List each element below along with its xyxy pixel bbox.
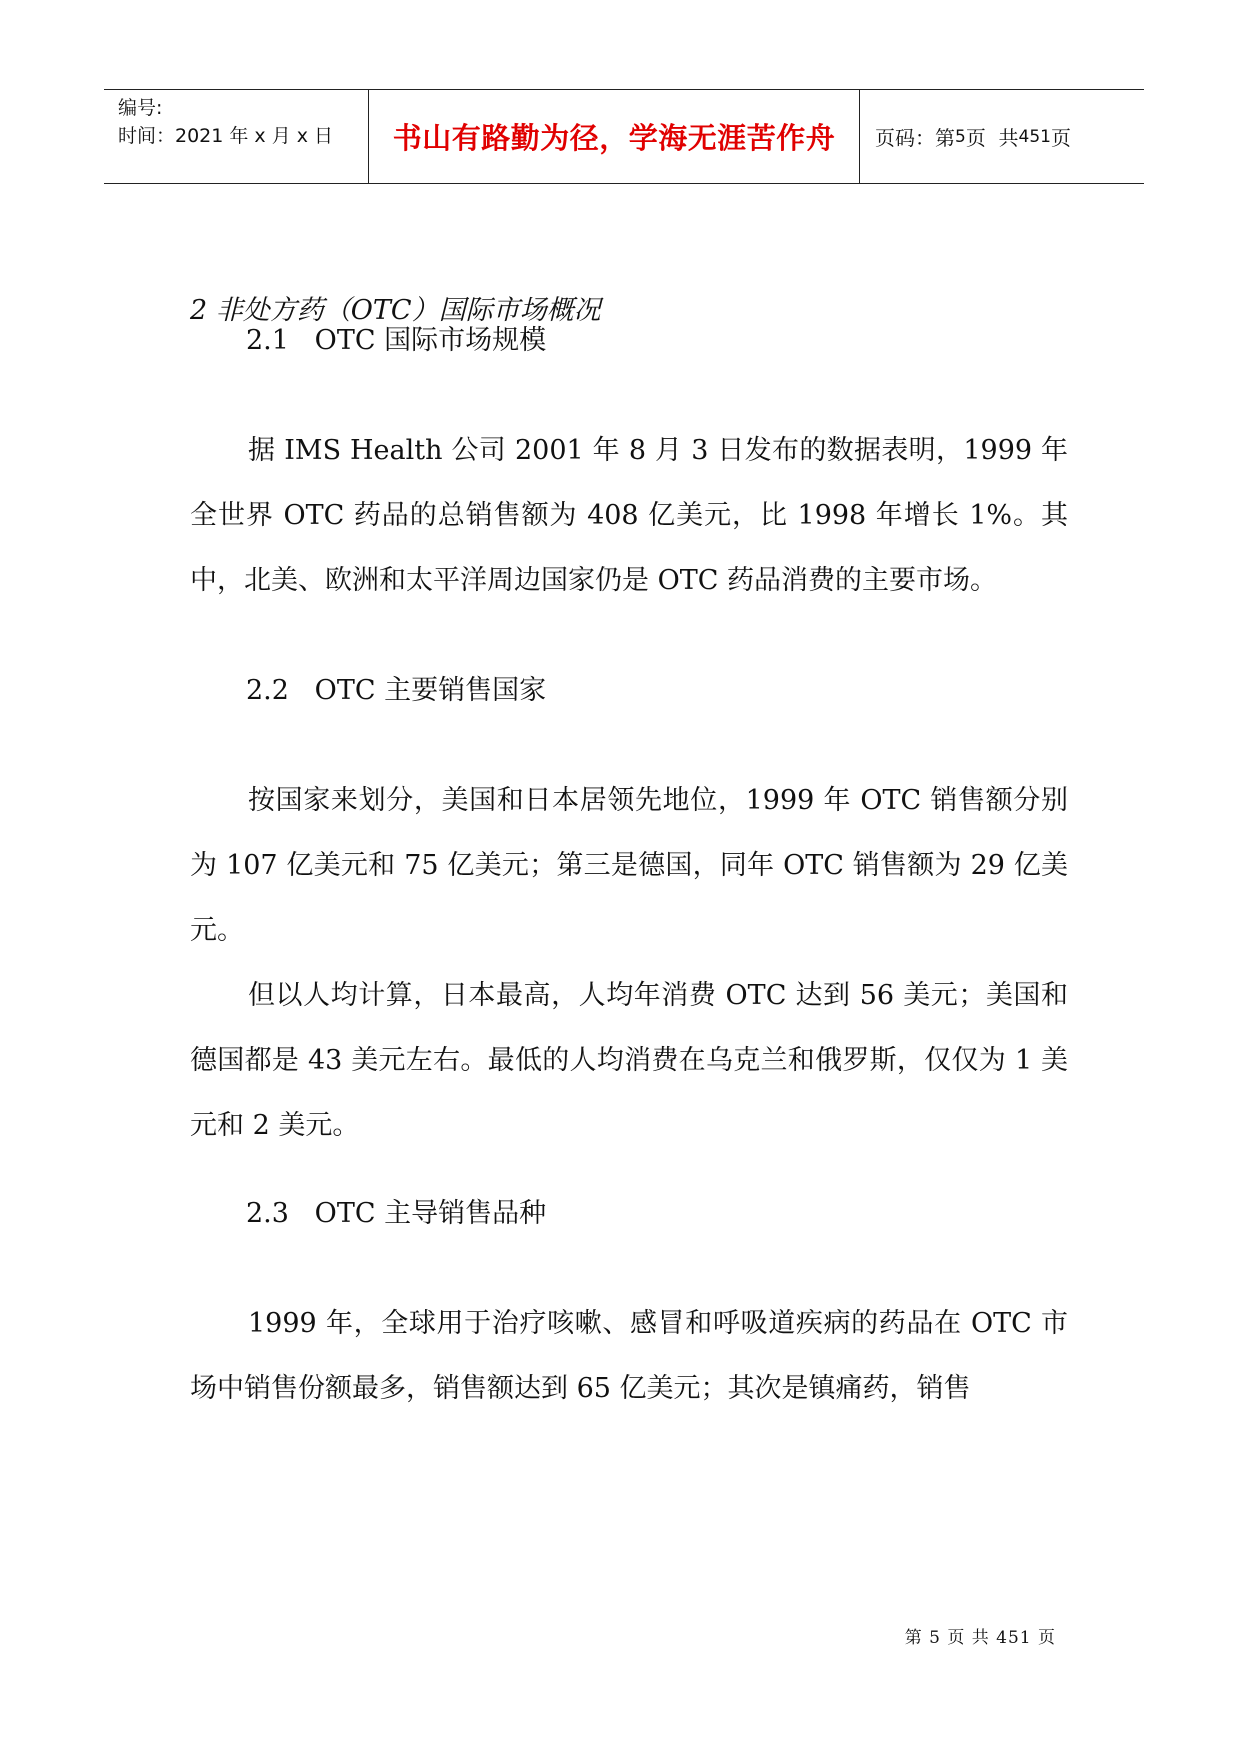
header-motto: 书山有路勤为径，学海无涯苦作舟: [392, 121, 836, 155]
page-current: 5: [955, 126, 966, 147]
header-divider-left: [368, 90, 369, 183]
section-title: 2 非处方药（OTC）国际市场概况: [190, 295, 601, 326]
page-total: 451: [1018, 126, 1051, 147]
header-page-indicator: [875, 90, 1071, 183]
header-divider-right: [859, 90, 860, 183]
subsection-2-1-title: 2.1 OTC 国际市场规模: [246, 325, 547, 356]
subsection-2-2-title: 2.2 OTC 主要销售国家: [246, 675, 547, 706]
page-prefix: 页码：第: [875, 126, 955, 150]
paragraph-main-countries: 按国家来划分，美国和日本居领先地位，1999 年 OTC 销售额分别为 107 亿美元和 75 亿美元；第三是德国，同年 OTC 销售额为 29 亿美元。: [190, 785, 1068, 946]
page-mid: 页 共: [965, 126, 1019, 150]
subsection-2-3-title: 2.3 OTC 主导销售品种: [246, 1198, 547, 1229]
header-meta: [118, 94, 363, 150]
serial-number-label: 编号:: [118, 97, 163, 119]
paragraph-market-size: 据 IMS Health 公司 2001 年 8 月 3 日发布的数据表明，1999 年全世界 OTC 药品的总销售额为 408 亿美元，比 1998 年增长 1%。其中，北美、欧洲和太平洋周边国家仍是 OTC 药品消费的主要市场。: [190, 435, 1068, 596]
time-label: 时间：2021 年 x 月 x 日: [118, 125, 334, 147]
page-header: [104, 89, 1144, 184]
page-footer: 第 5 页 共 451 页: [904, 1628, 1056, 1648]
page-suffix: 页: [1051, 126, 1071, 150]
paragraph-per-capita: 但以人均计算，日本最高，人均年消费 OTC 达到 56 美元；美国和德国都是 43 美元左右。最低的人均消费在乌克兰和俄罗斯，仅仅为 1 美元和 2 美元。: [190, 980, 1068, 1141]
paragraph-main-varieties: 1999 年，全球用于治疗咳嗽、感冒和呼吸道疾病的药品在 OTC 市场中销售份额最多，销售额达到 65 亿美元；其次是镇痛药，销售: [190, 1308, 1068, 1404]
